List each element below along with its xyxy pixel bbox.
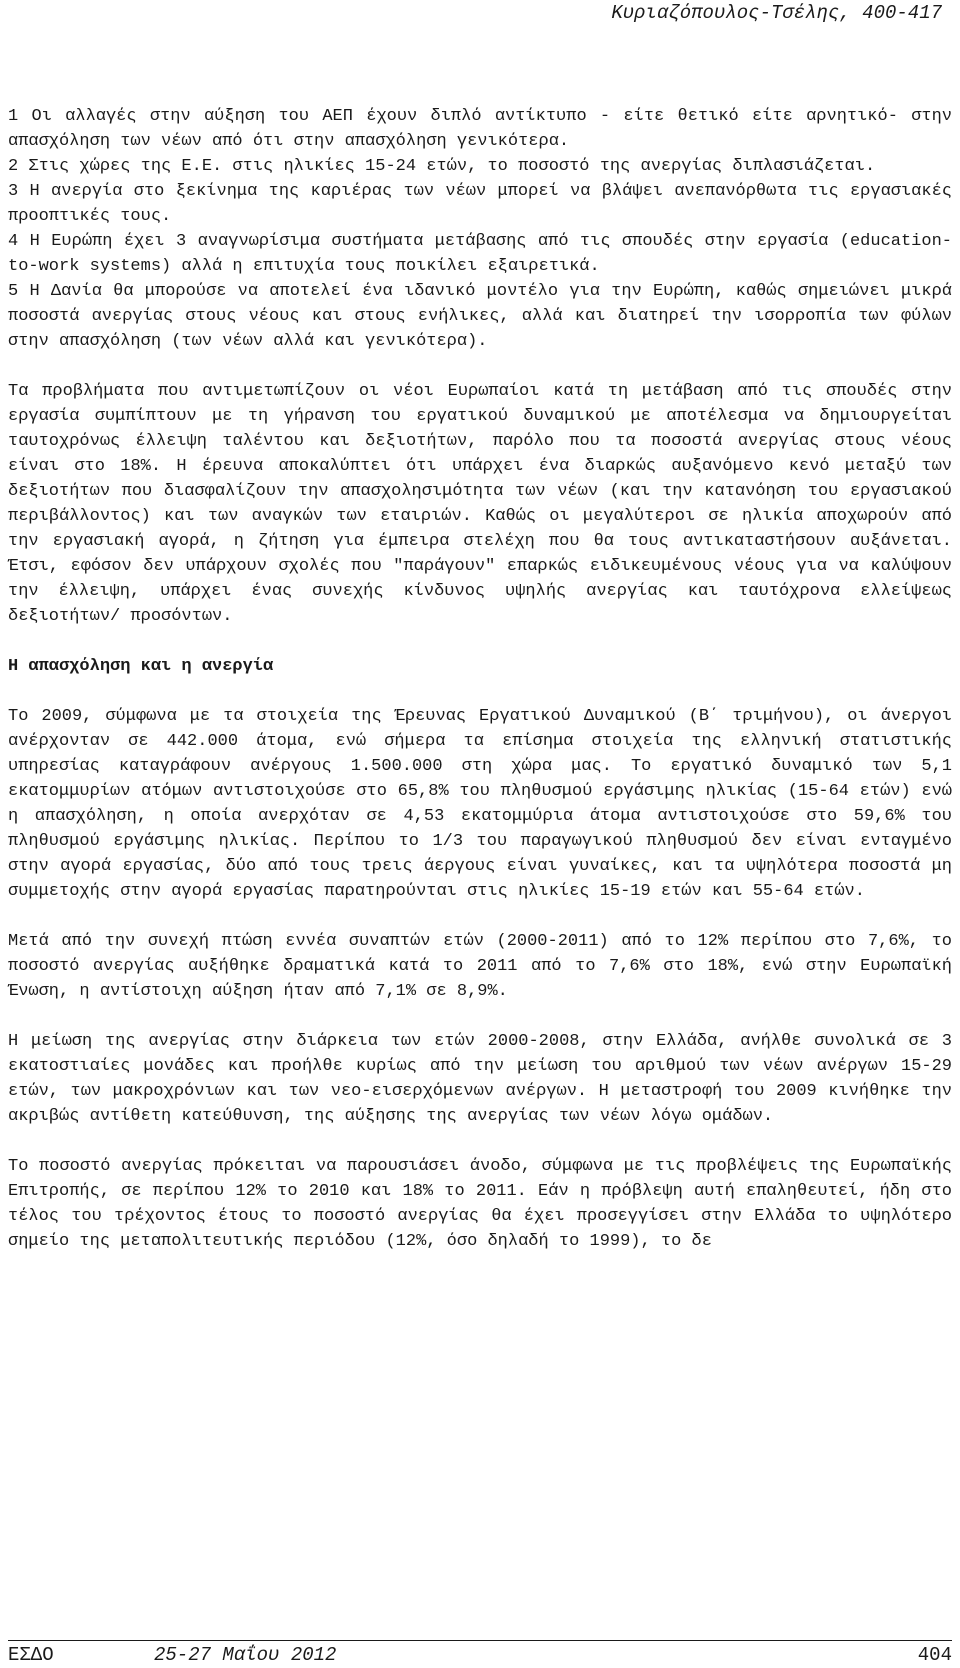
paragraph-unemployment-trend: Μετά από την συνεχή πτώση εννέα συναπτών ετών (2000-2011) από το 12% περίπου στο 7,6%, το ποσοστό ανεργίας αυξήθηκε δραματικά κατά το 2011 από το 7,6% στο 18%, ενώ στην Ευρωπαϊκή Ένωση, η αντίστοιχη αύξηση ήταν από 7,1% σε 8,9%. [8, 932, 952, 1001]
footnotes-section [8, 104, 952, 354]
footnote-1: 1 Οι αλλαγές στην αύξηση του ΑΕΠ έχουν διπλό αντίκτυπο - είτε θετικό είτε αρνητικό- στην απασχόληση των νέων από ότι στην απασχόληση γενικότερα. [8, 107, 952, 151]
paragraph-employment-2009: Το 2009, σύμφωνα με τα στοιχεία της Έρευνας Εργατικού Δυναμικού (Β΄ τριμήνου), οι άνεργοι ανέρχονταν σε 442.000 άτομα, ενώ σήμερα τα επίσημα στοιχεία της ελληνική στατιστικής υπηρεσίας καταγράφουν ανέργους 1.500.000 στη χώρα μας. Το εργατικό δυναμικό των 5,1 εκατομμυρίων ατόμων αντιστοιχούσε στο 65,8% του πληθυσμού εργάσιμης ηλικίας (15-64 ετών) ενώ η απασχόληση, η οποία ανερχόταν σε 4,53 εκατομμύρια άτομα αντιστοιχούσε στο 59,6% του πληθυσμού εργάσιμης ηλικίας. Περίπου το 1/3 του παραγωγικού πληθυσμού δεν είναι ενταγμένο στην αγορά εργασίας, δύο από τους τρεις άεργους είναι γυναίκες, και τα υψηλότερα ποσοστά μη συμμετοχής στην αγορά εργασίας παρατηρούνται στις ηλικίες 15-19 ετών και 55-64 ετών. [8, 707, 952, 901]
page-number: 404 [917, 1644, 952, 1666]
paragraph-unemployment-forecast: Το ποσοστό ανεργίας πρόκειται να παρουσιάσει άνοδο, σύμφωνα με τις προβλέψεις της Ευρωπαϊκής Επιτροπής, σε περίπου 12% το 2010 και 18% το 2011. Εάν η πρόβλεψη αυτή επαληθευτεί, ήδη στο τέλος του τρέχοντος έτους το ποσοστό ανεργίας θα έχει προσεγγίσει στην Ελλάδα το υψηλότερο σημείο της μεταπολιτευτικής περιόδου (12%, όσο δηλαδή το 1999), το δε [8, 1157, 952, 1251]
page-content [8, 104, 952, 1254]
page-footer [8, 1640, 952, 1668]
footer-left: ΕΣΔΟ [8, 1644, 54, 1666]
footnote-5: 5 Η Δανία θα μπορούσε να αποτελεί ένα ιδανικό μοντέλο για την Ευρώπη, καθώς σημειώνει μικρά ποσοστά ανεργίας στους νέους και στους ενήλικες, αλλά και διατηρεί την ισορροπία των φύλων στην απασχόληση (των νέων αλλά και γενικότερα). [8, 282, 952, 351]
section-heading: Η απασχόληση και η ανεργία [8, 657, 274, 676]
footer-date: 25-27 Μαΐου 2012 [154, 1644, 337, 1666]
intro-paragraph: Τα προβλήματα που αντιμετωπίζουν οι νέοι Ευρωπαίοι κατά τη μετάβαση από τις σπουδές στην εργασία συμπίπτουν με τη γήρανση του εργατικού δυναμικού με αποτέλεσμα να δημιουργείται ταυτοχρόνως έλλειψη ταλέντου και δεξιοτήτων, παρόλο που τα ποσοστά ανεργίας στους νέους είναι στο 18%. Η έρευνα αποκαλύπτει ότι υπάρχει ένα διαρκώς αυξανόμενο κενό μεταξύ των δεξιοτήτων που διασφαλίζουν την απασχολησιμότητα των νέων (και την κατανόηση του εργασιακού περιβάλλοντος) και των αναγκών των εταιριών. Καθώς οι μεγαλύτεροι σε ηλικία αποχωρούν από την εργασιακή αγορά, η ζήτηση για έμπειρα στελέχη που θα τους αντικαταστήσουν αυξάνεται. Έτσι, εφόσον δεν υπάρχουν σχολές που "παράγουν" επαρκώς ειδικευμένους νέους για να καλύψουν την έλλειψη, υπάρχει ένας συνεχής κίνδυνος υψηλής ανεργίας και ταυτόχρονα ελλείψεως δεξιοτήτων/ προσόντων. [8, 382, 952, 626]
footnote-3: 3 Η ανεργία στο ξεκίνημα της καριέρας των νέων μπορεί να βλάψει ανεπανόρθωτα τις εργασιακές προοπτικές τους. [8, 182, 952, 226]
running-header: Κυριαζόπουλος-Τσέλης, 400-417 [611, 2, 942, 24]
footnote-4: 4 Η Ευρώπη έχει 3 αναγνωρίσιμα συστήματα μετάβασης από τις σπουδές στην εργασία (education-to-work systems) αλλά η επιτυχία τους ποικίλει εξαιρετικά. [8, 232, 952, 276]
footnote-2: 2 Στις χώρες της Ε.Ε. στις ηλικίες 15-24 ετών, το ποσοστό της ανεργίας διπλασιάζεται. [8, 157, 876, 176]
paragraph-unemployment-reduction: Η μείωση της ανεργίας στην διάρκεια των ετών 2000-2008, στην Ελλάδα, ανήλθε συνολικά σε 3 εκατοστιαίες μονάδες και προήλθε κυρίως από την μείωση του αριθμού των νέων ανέργων 15-29 ετών, των μακροχρόνιων και των νεο-εισερχόμενων ανέργων. Η μεταστροφή του 2009 κινήθηκε την ακριβώς αντίθετη κατεύθυνση, της αύξησης της ανεργίας των νέων λόγω ομάδων. [8, 1032, 952, 1126]
